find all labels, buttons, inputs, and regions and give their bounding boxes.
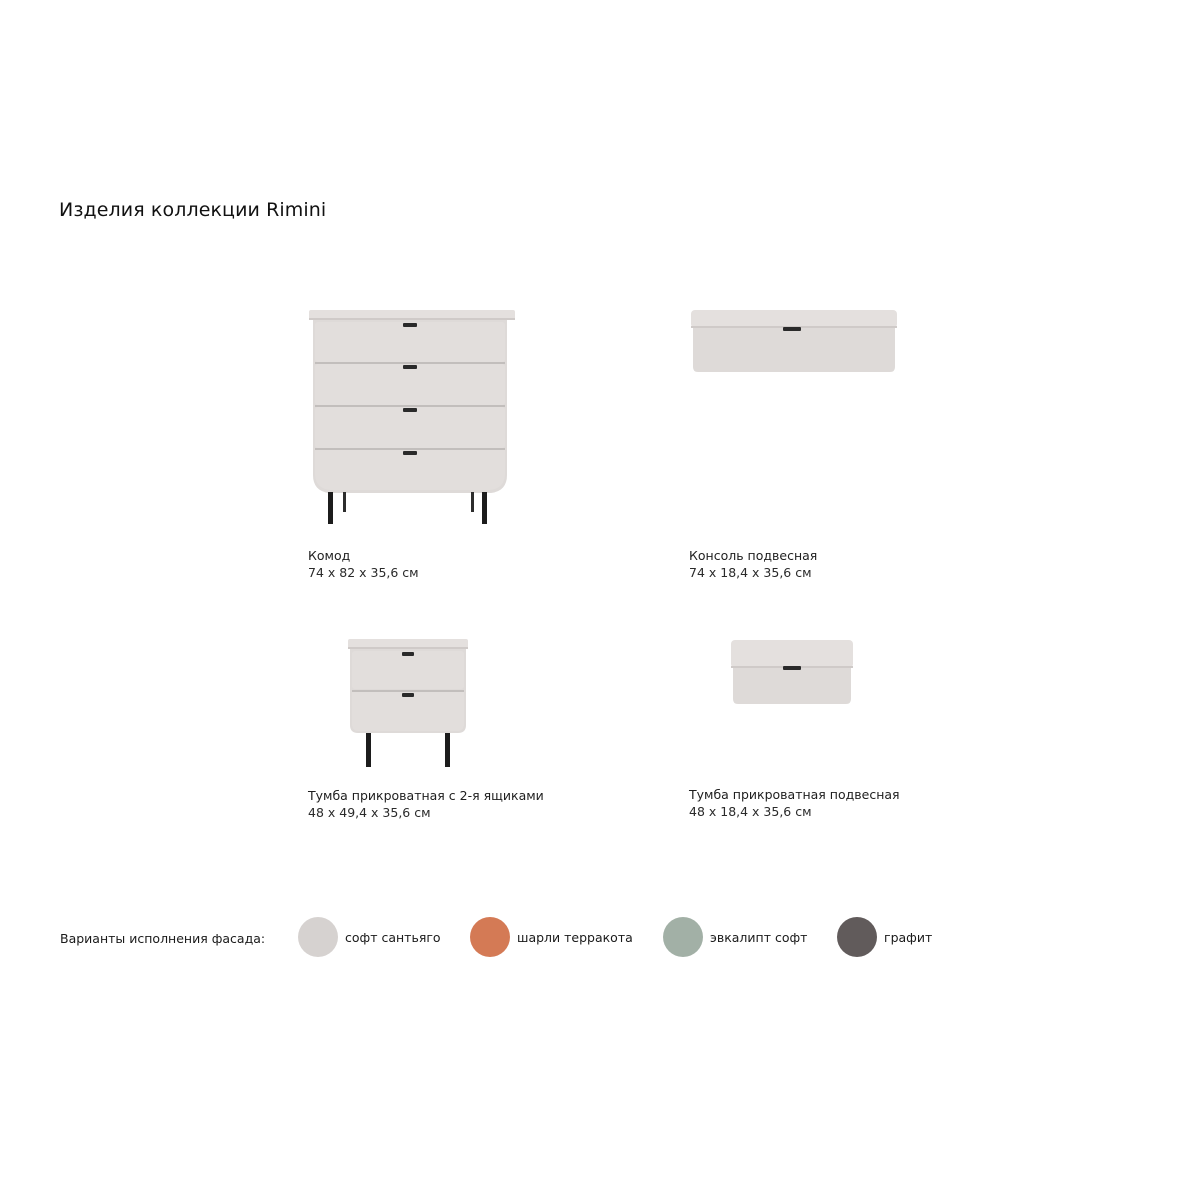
facade-options <box>0 916 1200 962</box>
swatch-soft-santiago[interactable] <box>298 916 441 958</box>
product-name: Консоль подвесная <box>689 548 818 563</box>
product-name: Комод <box>308 548 351 563</box>
wall-console-illustration <box>685 305 905 385</box>
product-card-chest[interactable] <box>300 300 540 590</box>
wall-bedside-table-illustration <box>725 635 865 715</box>
swatch-charli-terracotta[interactable] <box>470 916 633 958</box>
swatch-label: софт сантьяго <box>345 929 441 945</box>
swatch-eucalyptus-soft[interactable] <box>663 916 807 958</box>
swatch-circle <box>470 917 510 957</box>
product-dimensions: 48 x 49,4 x 35,6 см <box>308 805 431 820</box>
product-caption-wall-console <box>689 547 817 581</box>
product-caption-bedside-2-drawers <box>308 787 544 821</box>
swatch-circle <box>837 917 877 957</box>
swatch-label: графит <box>884 929 933 945</box>
swatch-label: эвкалипт софт <box>710 929 808 945</box>
product-card-wall-console[interactable] <box>680 300 940 590</box>
chest-of-drawers-illustration <box>305 305 525 535</box>
page-title: Изделия коллекции Rimini <box>59 199 327 221</box>
facade-options-label: Варианты исполнения фасада: <box>60 931 266 946</box>
swatch-label: шарли терракота <box>517 929 633 945</box>
product-caption-chest <box>308 547 419 581</box>
product-name: Тумба прикроватная подвесная <box>689 787 900 802</box>
product-name: Тумба прикроватная с 2-я ящиками <box>308 788 544 803</box>
product-dimensions: 74 x 18,4 x 35,6 см <box>689 565 812 580</box>
product-dimensions: 74 x 82 x 35,6 см <box>308 565 419 580</box>
bedside-table-illustration <box>345 635 475 777</box>
product-card-wall-bedside[interactable] <box>680 630 940 830</box>
swatch-circle <box>663 917 703 957</box>
product-caption-wall-bedside <box>689 786 900 820</box>
product-card-bedside-2-drawers[interactable] <box>300 630 560 830</box>
swatch-graphite[interactable] <box>837 916 932 958</box>
product-dimensions: 48 x 18,4 x 35,6 см <box>689 804 812 819</box>
swatch-circle <box>298 917 338 957</box>
